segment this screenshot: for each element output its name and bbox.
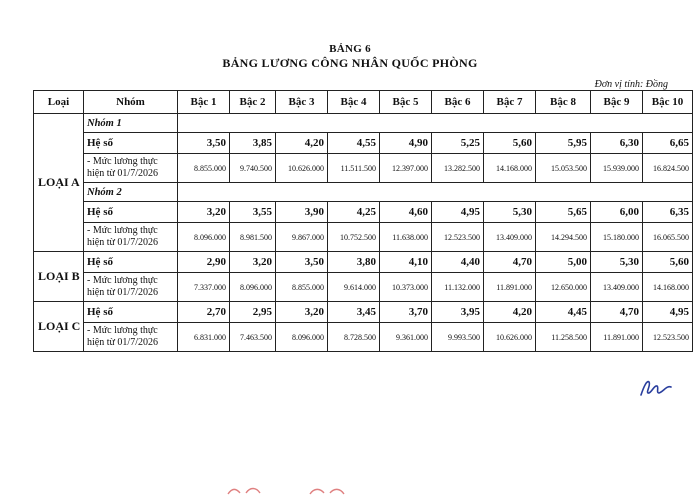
heso-cell: 2,90 bbox=[178, 252, 230, 273]
heso-cell: 4,95 bbox=[432, 202, 484, 223]
header-bac-6: Bậc 6 bbox=[432, 91, 484, 114]
mucluong-cell: 11.511.500 bbox=[328, 154, 380, 183]
heso-cell: 3,20 bbox=[276, 302, 328, 323]
heso-cell: 5,30 bbox=[591, 252, 643, 273]
mucluong-cell: 7.463.500 bbox=[230, 323, 276, 352]
header-bac-10: Bậc 10 bbox=[643, 91, 693, 114]
header-bac-3: Bậc 3 bbox=[276, 91, 328, 114]
header-bac-1: Bậc 1 bbox=[178, 91, 230, 114]
mucluong-cell: 13.282.500 bbox=[432, 154, 484, 183]
doc-title: BẢNG LƯƠNG CÔNG NHÂN QUỐC PHÒNG bbox=[222, 56, 478, 70]
heso-cell: 3,50 bbox=[276, 252, 328, 273]
heso-cell: 6,30 bbox=[591, 133, 643, 154]
mucluong-cell: 8.981.500 bbox=[230, 223, 276, 252]
stamp-fragment bbox=[226, 482, 346, 495]
heso-cell: 4,40 bbox=[432, 252, 484, 273]
mucluong-cell: 15.053.500 bbox=[536, 154, 591, 183]
doc-title-number: BẢNG 6 bbox=[329, 43, 371, 55]
heso-cell: 5,95 bbox=[536, 133, 591, 154]
mucluong-cell: 14.168.000 bbox=[643, 273, 693, 302]
unit-note: Đơn vị tính: Đồng bbox=[594, 79, 668, 90]
row-loai-c-heso bbox=[34, 302, 693, 323]
header-loai: Loại bbox=[34, 91, 84, 114]
header-row bbox=[34, 91, 693, 114]
heso-label: Hệ số bbox=[84, 133, 178, 154]
heso-cell: 6,35 bbox=[643, 202, 693, 223]
mucluong-cell: 11.891.000 bbox=[591, 323, 643, 352]
mucluong-cell: 11.638.000 bbox=[380, 223, 432, 252]
mucluong-cell: 8.728.500 bbox=[328, 323, 380, 352]
row-loai-b-mucluong bbox=[34, 273, 693, 302]
mucluong-label: - Mức lương thực hiện từ 01/7/2026 bbox=[84, 323, 178, 352]
row-loai-a-nhom1-mucluong bbox=[34, 154, 693, 183]
heso-label: Hệ số bbox=[84, 302, 178, 323]
heso-cell: 3,70 bbox=[380, 302, 432, 323]
mucluong-cell: 14.294.500 bbox=[536, 223, 591, 252]
mucluong-label: - Mức lương thực hiện từ 01/7/2026 bbox=[84, 273, 178, 302]
loai-c-label: LOẠI C bbox=[34, 302, 84, 352]
row-loai-b-heso bbox=[34, 252, 693, 273]
mucluong-cell: 12.397.000 bbox=[380, 154, 432, 183]
heso-cell: 4,20 bbox=[276, 133, 328, 154]
signature-stroke bbox=[641, 382, 671, 395]
mucluong-cell: 13.409.000 bbox=[484, 223, 536, 252]
heso-cell: 4,20 bbox=[484, 302, 536, 323]
row-loai-a-nhom2-heso bbox=[34, 202, 693, 223]
heso-cell: 4,70 bbox=[591, 302, 643, 323]
header-bac-4: Bậc 4 bbox=[328, 91, 380, 114]
mucluong-cell: 12.650.000 bbox=[536, 273, 591, 302]
mucluong-cell: 9.740.500 bbox=[230, 154, 276, 183]
heso-cell: 3,95 bbox=[432, 302, 484, 323]
heso-cell: 3,20 bbox=[230, 252, 276, 273]
heso-cell: 3,85 bbox=[230, 133, 276, 154]
mucluong-cell: 10.373.000 bbox=[380, 273, 432, 302]
mucluong-cell: 11.132.000 bbox=[432, 273, 484, 302]
loai-b-label: LOẠI B bbox=[34, 252, 84, 302]
mucluong-cell: 8.855.000 bbox=[178, 154, 230, 183]
mucluong-cell: 8.096.000 bbox=[230, 273, 276, 302]
mucluong-cell: 9.867.000 bbox=[276, 223, 328, 252]
heso-cell: 5,60 bbox=[643, 252, 693, 273]
mucluong-cell: 11.258.500 bbox=[536, 323, 591, 352]
heso-cell: 5,65 bbox=[536, 202, 591, 223]
signature-mark bbox=[638, 376, 674, 398]
salary-table bbox=[33, 90, 693, 352]
mucluong-cell: 12.523.500 bbox=[432, 223, 484, 252]
heso-cell: 3,20 bbox=[178, 202, 230, 223]
mucluong-label: - Mức lương thực hiện từ 01/7/2026 bbox=[84, 154, 178, 183]
heso-cell: 4,70 bbox=[484, 252, 536, 273]
mucluong-cell: 9.614.000 bbox=[328, 273, 380, 302]
nhom2-label: Nhóm 2 bbox=[84, 183, 178, 202]
heso-cell: 4,95 bbox=[643, 302, 693, 323]
heso-cell: 5,25 bbox=[432, 133, 484, 154]
heso-cell: 4,55 bbox=[328, 133, 380, 154]
heso-cell: 5,30 bbox=[484, 202, 536, 223]
nhom2-blank bbox=[178, 183, 693, 202]
heso-cell: 4,45 bbox=[536, 302, 591, 323]
heso-cell: 4,60 bbox=[380, 202, 432, 223]
mucluong-cell: 7.337.000 bbox=[178, 273, 230, 302]
nhom1-label: Nhóm 1 bbox=[84, 114, 178, 133]
mucluong-cell: 10.752.500 bbox=[328, 223, 380, 252]
row-loai-c-mucluong bbox=[34, 323, 693, 352]
row-loai-a-nhom2-label bbox=[34, 183, 693, 202]
row-loai-a-nhom2-mucluong bbox=[34, 223, 693, 252]
header-bac-8: Bậc 8 bbox=[536, 91, 591, 114]
mucluong-cell: 14.168.000 bbox=[484, 154, 536, 183]
header-bac-7: Bậc 7 bbox=[484, 91, 536, 114]
mucluong-cell: 16.065.500 bbox=[643, 223, 693, 252]
mucluong-cell: 6.831.000 bbox=[178, 323, 230, 352]
heso-cell: 5,60 bbox=[484, 133, 536, 154]
mucluong-cell: 15.939.000 bbox=[591, 154, 643, 183]
heso-cell: 3,45 bbox=[328, 302, 380, 323]
heso-cell: 3,50 bbox=[178, 133, 230, 154]
mucluong-cell: 9.361.000 bbox=[380, 323, 432, 352]
mucluong-label: - Mức lương thực hiện từ 01/7/2026 bbox=[84, 223, 178, 252]
heso-cell: 3,80 bbox=[328, 252, 380, 273]
heso-cell: 2,95 bbox=[230, 302, 276, 323]
header-bac-2: Bậc 2 bbox=[230, 91, 276, 114]
mucluong-cell: 15.180.000 bbox=[591, 223, 643, 252]
header-bac-5: Bậc 5 bbox=[380, 91, 432, 114]
row-loai-a-nhom1-heso bbox=[34, 133, 693, 154]
heso-cell: 6,00 bbox=[591, 202, 643, 223]
mucluong-cell: 8.096.000 bbox=[276, 323, 328, 352]
heso-label: Hệ số bbox=[84, 252, 178, 273]
heso-cell: 5,00 bbox=[536, 252, 591, 273]
nhom1-blank bbox=[178, 114, 693, 133]
loai-a-label: LOẠI A bbox=[34, 114, 84, 252]
mucluong-cell: 8.096.000 bbox=[178, 223, 230, 252]
mucluong-cell: 10.626.000 bbox=[276, 154, 328, 183]
heso-cell: 3,55 bbox=[230, 202, 276, 223]
mucluong-cell: 11.891.000 bbox=[484, 273, 536, 302]
mucluong-cell: 16.824.500 bbox=[643, 154, 693, 183]
stamp-stroke bbox=[228, 489, 344, 495]
heso-cell: 4,10 bbox=[380, 252, 432, 273]
header-bac-9: Bậc 9 bbox=[591, 91, 643, 114]
mucluong-cell: 9.993.500 bbox=[432, 323, 484, 352]
mucluong-cell: 12.523.500 bbox=[643, 323, 693, 352]
heso-cell: 4,90 bbox=[380, 133, 432, 154]
heso-cell: 3,90 bbox=[276, 202, 328, 223]
heso-cell: 4,25 bbox=[328, 202, 380, 223]
mucluong-cell: 8.855.000 bbox=[276, 273, 328, 302]
heso-cell: 6,65 bbox=[643, 133, 693, 154]
mucluong-cell: 13.409.000 bbox=[591, 273, 643, 302]
heso-cell: 2,70 bbox=[178, 302, 230, 323]
header-nhom: Nhóm bbox=[84, 91, 178, 114]
mucluong-cell: 10.626.000 bbox=[484, 323, 536, 352]
heso-label: Hệ số bbox=[84, 202, 178, 223]
row-loai-a-nhom1-label bbox=[34, 114, 693, 133]
